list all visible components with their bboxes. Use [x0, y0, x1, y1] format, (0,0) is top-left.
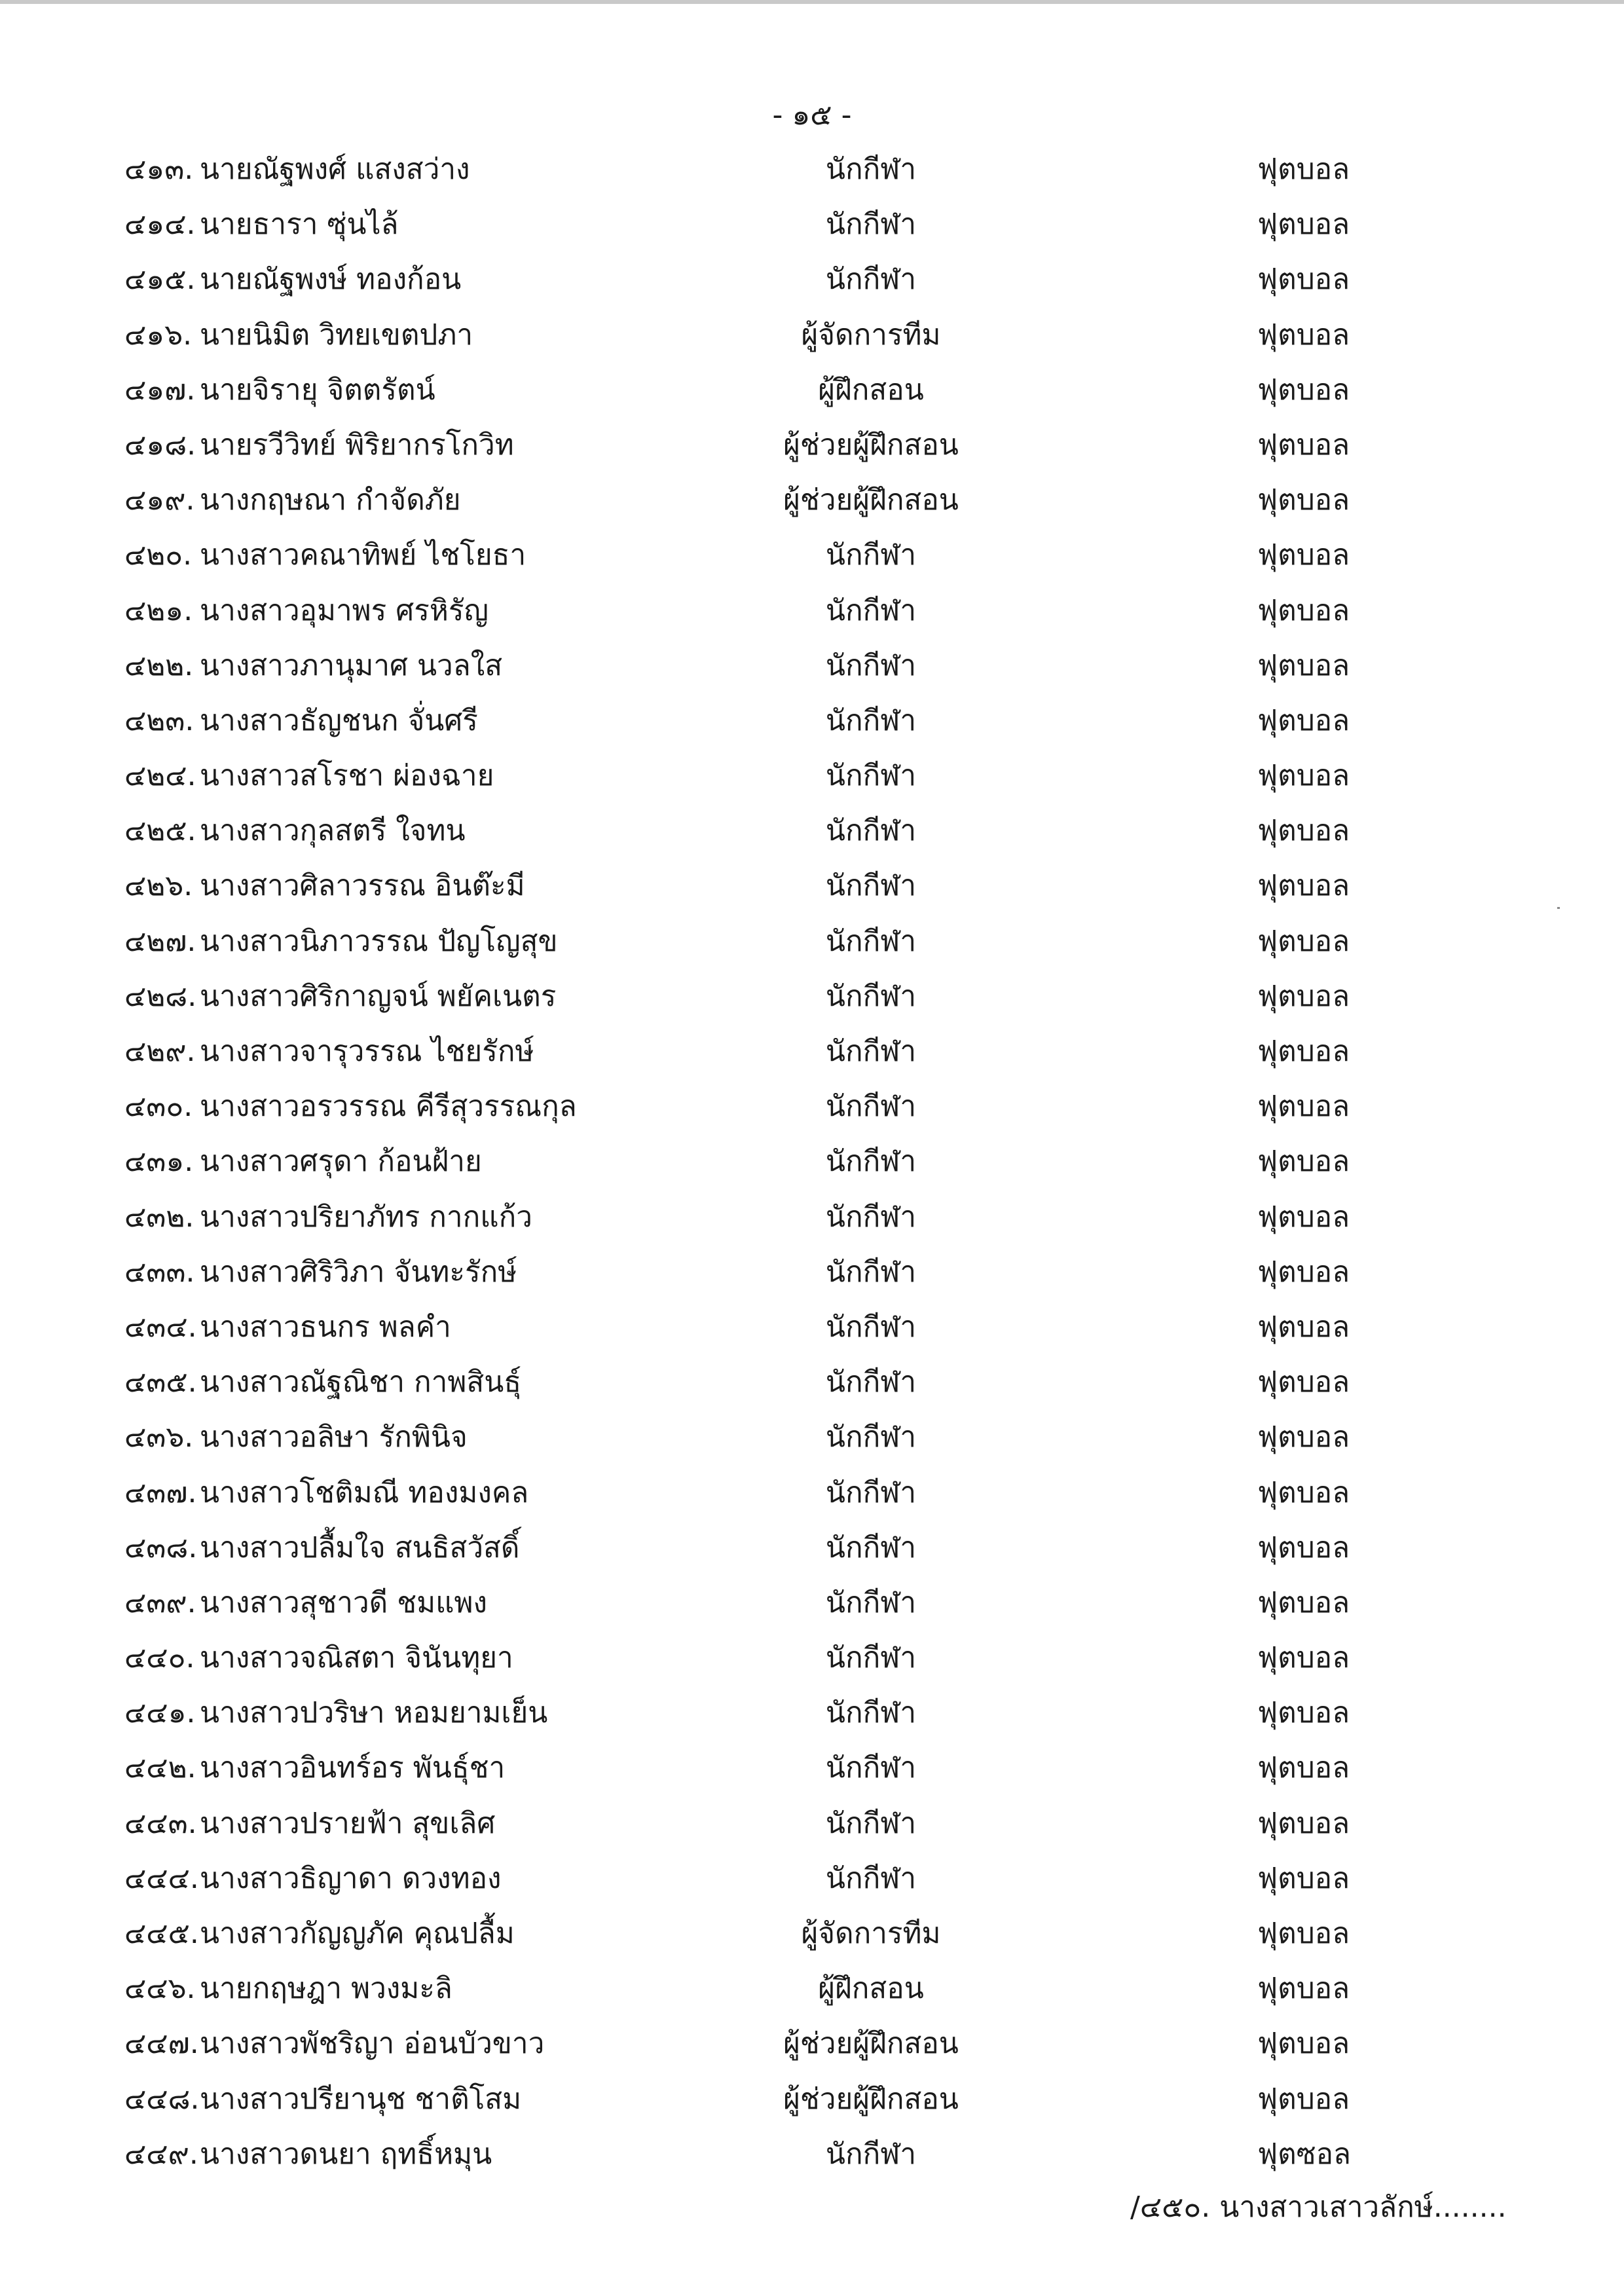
- entry-role: ผู้ช่วยผู้ฝึกสอน: [783, 2082, 959, 2116]
- entry-name: นางสาวธนกร พลคำ: [200, 1310, 451, 1344]
- entry-sport: ฟุตบอล: [1257, 1255, 1350, 1289]
- entry-role: นักกีฬา: [825, 263, 917, 297]
- entry-role: นักกีฬา: [825, 538, 917, 572]
- entry-sport: ฟุตบอล: [1257, 483, 1350, 517]
- entry-sport: ฟุตบอล: [1257, 153, 1350, 186]
- entry-number: ๔๒๙.: [124, 1035, 196, 1068]
- entry-sport: ฟุตบอล: [1257, 1585, 1350, 1619]
- list-item: [0, 355, 1624, 410]
- entry-number: ๔๔๕.: [124, 1917, 199, 1950]
- list-item: [0, 1678, 1624, 1733]
- entry-name: นายจิรายุ จิตตรัตน์: [200, 373, 435, 407]
- entry-number: ๔๓๗.: [124, 1475, 197, 1509]
- list-item: [0, 961, 1624, 1016]
- entry-sport: ฟุตบอล: [1257, 814, 1350, 848]
- entry-name: นางสาวปรียานุช ชาติโสม: [200, 2082, 522, 2116]
- list-item: [0, 1953, 1624, 2008]
- entry-name: นางสาวปรายฟ้า สุขเลิศ: [200, 1806, 496, 1840]
- list-item: [0, 631, 1624, 686]
- list-item: [0, 1237, 1624, 1292]
- entry-name: นางสาวพัชริญา อ่อนบัวขาว: [200, 2027, 545, 2061]
- entry-role: นักกีฬา: [825, 1090, 917, 1124]
- entry-sport: ฟุตบอล: [1257, 1420, 1350, 1454]
- entry-number: ๔๑๔.: [124, 208, 196, 242]
- entry-role: นักกีฬา: [825, 1861, 917, 1895]
- entry-name: นางสาวอลิษา รักพินิจ: [200, 1420, 468, 1454]
- entry-number: ๔๒๐.: [124, 538, 193, 572]
- entry-name: นางสาวปวริษา หอมยามเย็น: [200, 1696, 548, 1730]
- entry-number: ๔๓๐.: [124, 1090, 193, 1124]
- list-item: [0, 1347, 1624, 1402]
- list-item: [0, 465, 1624, 520]
- entry-name: นางสาวอรวรรณ คีรีสุวรรณกุล: [200, 1090, 577, 1124]
- entry-role: ผู้ช่วยผู้ฝึกสอน: [783, 2027, 959, 2061]
- entry-name: นายณัฐพงศ์ แสงสว่าง: [200, 153, 470, 186]
- list-item: [0, 741, 1624, 796]
- list-item: [0, 1126, 1624, 1181]
- list-item: [0, 1071, 1624, 1126]
- entry-sport: ฟุตซอล: [1257, 2137, 1351, 2171]
- entry-name: นางสาวธิญาดา ดวงทอง: [200, 1861, 502, 1895]
- entry-number: ๔๒๖.: [124, 869, 193, 903]
- entry-sport: ฟุตบอล: [1257, 924, 1350, 958]
- entry-sport: ฟุตบอล: [1257, 703, 1350, 737]
- entry-sport: ฟุตบอล: [1257, 1365, 1350, 1399]
- entry-number: ๔๓๙.: [124, 1585, 196, 1619]
- entry-name: นางสาวธัญชนก จั่นศรี: [200, 703, 478, 737]
- entry-number: ๔๑๓.: [124, 153, 194, 186]
- entry-number: ๔๒๗.: [124, 924, 196, 958]
- entry-number: ๔๑๗.: [124, 373, 196, 407]
- list-item: [0, 1843, 1624, 1898]
- entry-role: นักกีฬา: [825, 979, 917, 1013]
- entry-sport: ฟุตบอล: [1257, 373, 1350, 407]
- entry-sport: ฟุตบอล: [1257, 1475, 1350, 1509]
- entry-sport: ฟุตบอล: [1257, 759, 1350, 793]
- list-item: [0, 796, 1624, 851]
- entry-number: ๔๒๓.: [124, 703, 194, 737]
- entry-number: ๔๔๒.: [124, 1751, 196, 1785]
- entry-name: นางสาวกุลสตรี ใจทน: [200, 814, 466, 848]
- entry-name: นางสาวภานุมาศ นวลใส: [200, 648, 503, 682]
- entry-sport: ฟุตบอล: [1257, 2027, 1350, 2061]
- list-item: [0, 906, 1624, 961]
- entry-role: นักกีฬา: [825, 1200, 917, 1234]
- entry-role: นักกีฬา: [825, 1035, 917, 1068]
- entry-sport: ฟุตบอล: [1257, 1696, 1350, 1730]
- entry-number: ๔๓๓.: [124, 1255, 195, 1289]
- entry-name: นางสาวดนยา ฤทธิ์หมุน: [200, 2137, 492, 2171]
- entry-number: ๔๓๑.: [124, 1145, 194, 1179]
- list-item: [0, 1402, 1624, 1457]
- entry-name: นางสาวปลื้มใจ สนธิสวัสดิ์: [200, 1530, 520, 1564]
- list-item: [0, 1513, 1624, 1568]
- continuation-note: /๔๕๐. นางสาวเสาวลักษ์........: [1130, 2190, 1507, 2224]
- entry-role: นักกีฬา: [825, 1255, 917, 1289]
- entry-number: ๔๑๖.: [124, 318, 193, 352]
- entry-sport: ฟุตบอล: [1257, 1035, 1350, 1068]
- entry-sport: ฟุตบอล: [1257, 1310, 1350, 1344]
- list-item: [0, 1568, 1624, 1623]
- entry-number: ๔๔๓.: [124, 1806, 197, 1840]
- entry-number: ๔๒๕.: [124, 814, 196, 848]
- entry-role: นักกีฬา: [825, 759, 917, 793]
- entry-role: นักกีฬา: [825, 208, 917, 242]
- entry-role: นักกีฬา: [825, 1696, 917, 1730]
- list-item: [0, 686, 1624, 741]
- entry-role: ผู้ช่วยผู้ฝึกสอน: [783, 428, 959, 462]
- entry-name: นายธารา ซุ่นไล้: [200, 208, 399, 242]
- entry-sport: ฟุตบอล: [1257, 1530, 1350, 1564]
- entry-role: นักกีฬา: [825, 648, 917, 682]
- entry-name: นายกฤษฎา พวงมะลิ: [200, 1972, 452, 2006]
- entry-name: นางสาวนิภาวรรณ ปัญโญสุข: [200, 924, 558, 958]
- entry-number: ๔๒๔.: [124, 759, 196, 793]
- list-item: [0, 1292, 1624, 1347]
- entry-number: ๔๔๖.: [124, 1972, 196, 2006]
- entry-sport: ฟุตบอล: [1257, 208, 1350, 242]
- entry-name: นางสาวปริยาภัทร กากแก้ว: [200, 1200, 532, 1234]
- list-item: [0, 1016, 1624, 1071]
- entry-number: ๔๑๘.: [124, 428, 196, 462]
- entry-role: นักกีฬา: [825, 1530, 917, 1564]
- entry-name: นางสาวคณาทิพย์ ไชโยธา: [200, 538, 526, 572]
- entry-sport: ฟุตบอล: [1257, 1090, 1350, 1124]
- page-top-rule: [0, 0, 1624, 4]
- list-item: [0, 1733, 1624, 1788]
- list-item: [0, 134, 1624, 189]
- list-item: [0, 410, 1624, 465]
- entry-name: นางสาวศรุดา ก้อนฝ้าย: [200, 1145, 482, 1179]
- entry-sport: ฟุตบอล: [1257, 1917, 1350, 1950]
- entry-name: นางสาวจณิสตา จินันทุยา: [200, 1641, 513, 1675]
- entry-sport: ฟุตบอล: [1257, 318, 1350, 352]
- entry-name: นางสาวอินทร์อร พันธุ์ชา: [200, 1751, 506, 1785]
- entry-name: นางสาวณัฐณิชา กาพสินธุ์: [200, 1365, 522, 1399]
- entry-number: ๔๔๗.: [124, 2027, 199, 2061]
- scan-speck: [1557, 907, 1560, 909]
- entry-sport: ฟุตบอล: [1257, 979, 1350, 1013]
- list-item: [0, 2008, 1624, 2063]
- entry-sport: ฟุตบอล: [1257, 1751, 1350, 1785]
- entry-role: นักกีฬา: [825, 814, 917, 848]
- entry-sport: ฟุตบอล: [1257, 538, 1350, 572]
- entry-sport: ฟุตบอล: [1257, 593, 1350, 627]
- entry-name: นางสาวศิริกาญจน์ พยัคเนตร: [200, 979, 557, 1013]
- entry-role: ผู้ฝึกสอน: [818, 373, 924, 407]
- list-item: [0, 244, 1624, 299]
- entry-name: นายณัฐพงษ์ ทองก้อน: [200, 263, 462, 297]
- entry-role: นักกีฬา: [825, 869, 917, 903]
- list-item: [0, 189, 1624, 244]
- entry-number: ๔๓๘.: [124, 1530, 198, 1564]
- entry-sport: ฟุตบอล: [1257, 428, 1350, 462]
- entry-number: ๔๑๕.: [124, 263, 196, 297]
- entry-number: ๔๓๖.: [124, 1420, 194, 1454]
- entry-role: ผู้ช่วยผู้ฝึกสอน: [783, 483, 959, 517]
- entry-number: ๔๒๘.: [124, 979, 197, 1013]
- entry-sport: ฟุตบอล: [1257, 1972, 1350, 2006]
- entry-role: นักกีฬา: [825, 1751, 917, 1785]
- entry-name: นางสาวสโรชา ผ่องฉาย: [200, 759, 494, 793]
- entry-sport: ฟุตบอล: [1257, 1806, 1350, 1840]
- entry-sport: ฟุตบอล: [1257, 648, 1350, 682]
- entry-role: นักกีฬา: [825, 1145, 917, 1179]
- entry-name: นางกฤษณา กำจัดภัย: [200, 483, 461, 517]
- entry-name: นางสาวศิลาวรรณ อินต๊ะมี: [200, 869, 525, 903]
- entry-role: นักกีฬา: [825, 1585, 917, 1619]
- entry-number: ๔๓๔.: [124, 1310, 197, 1344]
- entry-sport: ฟุตบอล: [1257, 1145, 1350, 1179]
- entry-name: นางสาวสุชาวดี ชมแพง: [200, 1585, 487, 1619]
- entry-role: นักกีฬา: [825, 1365, 917, 1399]
- entry-name: นายรวีวิทย์ พิริยากรโกวิท: [200, 428, 514, 462]
- list-item: [0, 300, 1624, 355]
- list-item: [0, 1623, 1624, 1678]
- entry-role: ผู้จัดการทีม: [801, 1917, 941, 1950]
- list-item: [0, 1788, 1624, 1843]
- entry-number: ๔๓๕.: [124, 1365, 197, 1399]
- list-item: [0, 851, 1624, 906]
- roster-list: [0, 134, 1624, 2174]
- entry-role: นักกีฬา: [825, 1641, 917, 1675]
- entry-number: ๔๒๑.: [124, 593, 193, 627]
- entry-number: ๔๔๘.: [124, 2082, 200, 2116]
- entry-role: นักกีฬา: [825, 153, 917, 186]
- page-number: - ๑๕ -: [772, 98, 852, 132]
- list-item: [0, 1182, 1624, 1237]
- entry-role: นักกีฬา: [825, 1806, 917, 1840]
- list-item: [0, 520, 1624, 575]
- entry-name: นางสาวกัญญภัค คุณปลื้ม: [200, 1917, 515, 1950]
- entry-number: ๔๔๑.: [124, 1696, 196, 1730]
- entry-number: ๔๔๔.: [124, 1861, 199, 1895]
- entry-number: ๔๔๙.: [124, 2137, 198, 2171]
- entry-name: นางสาวโชติมณี ทองมงคล: [200, 1475, 529, 1509]
- entry-sport: ฟุตบอล: [1257, 2082, 1350, 2116]
- entry-name: นางสาวศิริวิภา จันทะรักษ์: [200, 1255, 517, 1289]
- list-item: [0, 576, 1624, 631]
- list-item: [0, 2119, 1624, 2174]
- entry-number: ๔๒๒.: [124, 648, 194, 682]
- entry-role: นักกีฬา: [825, 1310, 917, 1344]
- entry-name: นางสาวอุมาพร ศรหิรัญ: [200, 593, 489, 627]
- entry-role: ผู้ฝึกสอน: [818, 1972, 924, 2006]
- entry-sport: ฟุตบอล: [1257, 869, 1350, 903]
- entry-number: ๔๑๙.: [124, 483, 195, 517]
- entry-name: นางสาวจารุวรรณ ไชยรักษ์: [200, 1035, 534, 1068]
- entry-sport: ฟุตบอล: [1257, 263, 1350, 297]
- entry-role: นักกีฬา: [825, 703, 917, 737]
- entry-role: นักกีฬา: [825, 593, 917, 627]
- list-item: [0, 2064, 1624, 2119]
- entry-role: ผู้จัดการทีม: [801, 318, 941, 352]
- entry-role: นักกีฬา: [825, 924, 917, 958]
- entry-role: นักกีฬา: [825, 2137, 917, 2171]
- entry-number: ๔๔๐.: [124, 1641, 195, 1675]
- entry-sport: ฟุตบอล: [1257, 1641, 1350, 1675]
- entry-role: นักกีฬา: [825, 1420, 917, 1454]
- list-item: [0, 1898, 1624, 1953]
- entry-role: นักกีฬา: [825, 1475, 917, 1509]
- entry-name: นายนิมิต วิทยเขตปภา: [200, 318, 473, 352]
- entry-number: ๔๓๒.: [124, 1200, 194, 1234]
- entry-sport: ฟุตบอล: [1257, 1861, 1350, 1895]
- list-item: [0, 1458, 1624, 1513]
- entry-sport: ฟุตบอล: [1257, 1200, 1350, 1234]
